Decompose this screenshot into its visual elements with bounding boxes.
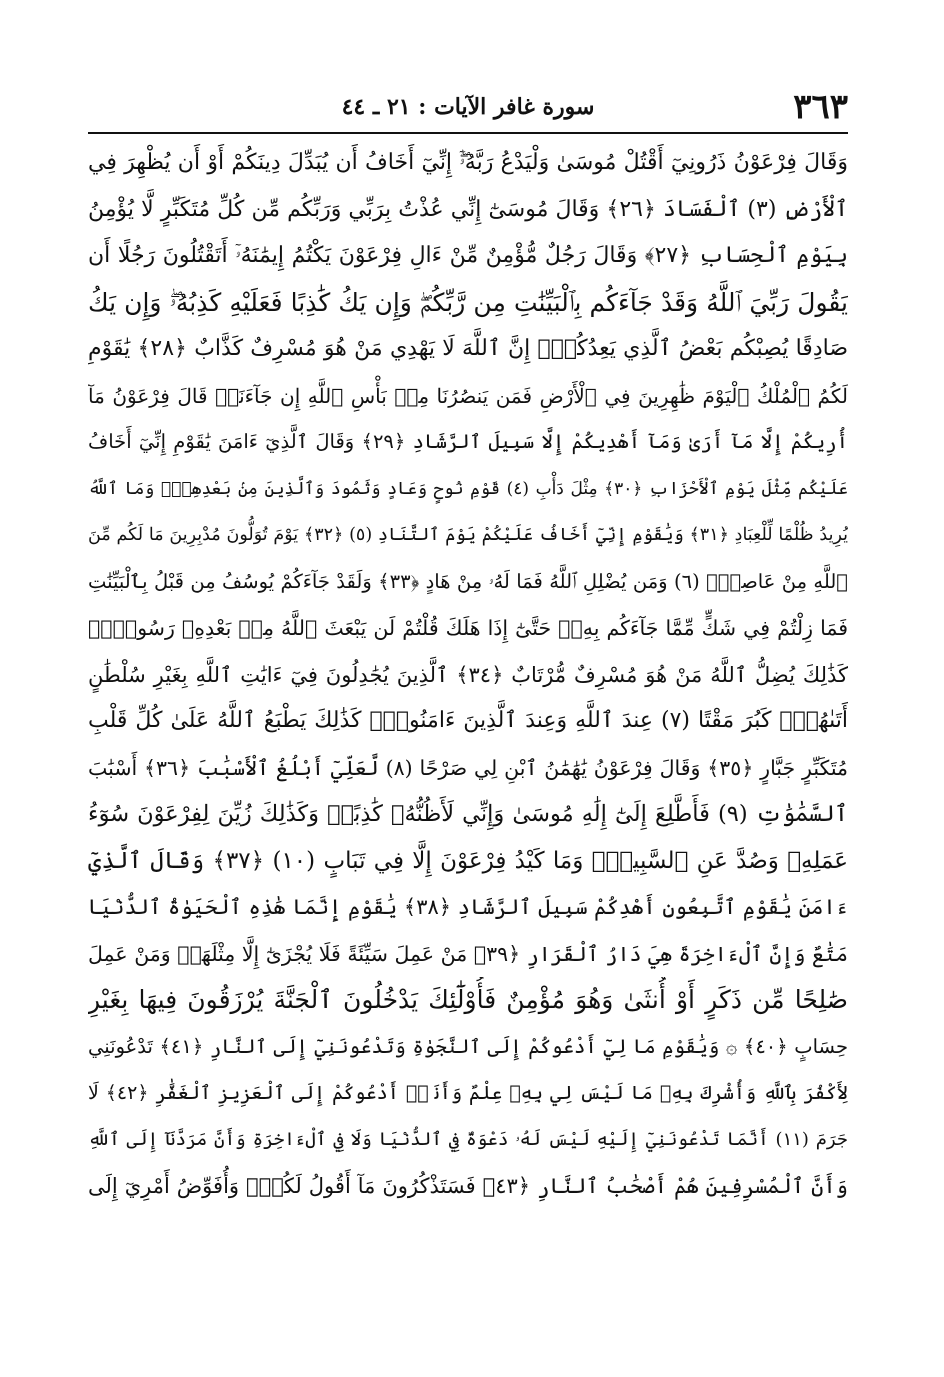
text-line: يُرِيدُ ظُلْمًا لِّلْعِبَادِ ﴿٣١﴾ وَيَٰقَوْمِ إِنِّيٓ أَخَافُ عَلَيْكُمْ يَوْمَ ٱلتَّنَادِ (٥) ﴿٣٢﴾ يَوْمَ تُوَلُّونَ مُدْبِرِينَ مَا لَكُم مِّنَ: [88, 525, 848, 545]
page-header: [88, 86, 848, 128]
text-line: وَأَنَّ ٱلْمُسْرِفِينَ هُمْ أَصْحَٰبُ ٱلنَّارِ ﴿٤٣﴾ فَسَتَذْكُرُونَ مَآ أَقُولُ لَكُمْۚ وَأُفَوِّضُ أَمْرِيٓ إِلَى: [88, 1174, 848, 1198]
text-line: ٱللَّهِ مِنْ عَاصِمٍۗ (٦) وَمَن يُضْلِلِ ٱللَّهُ فَمَا لَهُۥ مِنْ هَادٍ ﴿٣٣﴾ وَلَقَدْ جَآءَكُمْ يُوسُفُ مِن قَبْلُ بِٱلْبَيِّنَٰتِ: [88, 569, 848, 593]
text-line: صَادِقًا يُصِبْكُم بَعْضُ ٱلَّذِي يَعِدُكُمْۖ إِنَّ ٱللَّهَ لَا يَهْدِي مَنْ هُوَ مُسْرِفٌ كَذَّابٌ ﴿٢٨﴾ يَٰقَوْمِ: [88, 336, 848, 361]
text-line: عَلَيْكُم مِّثْلَ يَوْمِ ٱلْأَحْزَابِ ﴿٣٠﴾ مِثْلَ دَأْبِ (٤) قَوْمِ نُوحٍ وَعَادٍ وَثَمُودَ وَٱلَّذِينَ مِنۢ بَعْدِهِمْۚ وَمَا ٱللَّهُ: [88, 478, 848, 499]
text-line: كَذَٰلِكَ يُضِلُّ ٱللَّهُ مَنْ هُوَ مُسْرِفٌ مُّرْتَابٌ ﴿٣٤﴾ ٱلَّذِينَ يُجَٰدِلُونَ فِيٓ ءَايَٰتِ ٱللَّهِ بِغَيْرِ سُلْطَٰنٍ: [88, 662, 848, 687]
text-line: حِسَابٍ ﴿٤٠﴾ ۞ وَيَٰقَوْمِ مَا لِيٓ أَدْعُوكُمْ إِلَى ٱلنَّجَوٰةِ وَتَدْعُونَنِيٓ إِلَى ٱلنَّارِ ﴿٤١﴾ تَدْعُونَنِي: [88, 1034, 848, 1058]
text-line: يَقُولَ رَبِّيَ ٱللَّهُ وَقَدْ جَآءَكُم بِٱلْبَيِّنَٰتِ مِن رَّبِّكُمْۖ وَإِن يَكُ كَٰذِبًا فَعَلَيْهِ كَذِبُهُۥۖ وَإِن يَكُ: [88, 287, 848, 317]
text-line: عَمَلِهِۦ وَصُدَّ عَنِ ٱلسَّبِيلِۚ وَمَا كَيْدُ فِرْعَوْنَ إِلَّا فِي تَبَابٍ (١٠) ﴿٣٧﴾ وَقَالَ ٱلَّذِيٓ: [88, 847, 848, 874]
text-line: لَكُمُ ٱلْمُلْكُ ٱلْيَوْمَ ظَٰهِرِينَ فِي ٱلْأَرْضِ فَمَن يَنصُرُنَا مِنۢ بَأْسِ ٱللَّهِ إِن جَآءَنَاۚ قَالَ فِرْعَوْنُ مَآ: [88, 383, 848, 408]
text-line: أَتَىٰهُمْۖ كَبُرَ مَقْتًا (٧) عِندَ ٱللَّهِ وَعِندَ ٱلَّذِينَ ءَامَنُواْۚ كَذَٰلِكَ يَطْبَعُ ٱللَّهُ عَلَىٰ كُلِّ قَلْبِ: [88, 708, 848, 733]
surah-title: سورة غافر الآيات : ٢١ ـ ٤٤: [341, 94, 595, 120]
text-line: وَقَالَ فِرْعَوْنُ ذَرُونِيٓ أَقْتُلْ مُوسَىٰ وَلْيَدْعُ رَبَّهُۥٓۖ إِنِّيٓ أَخَافُ أَن يُبَدِّلَ دِينَكُمْ أَوْ أَن يُظْهِرَ فِي: [88, 150, 848, 175]
header-divider: [88, 132, 848, 134]
text-line: ءَامَنَ يَٰقَوْمِ ٱتَّبِعُونِ أَهْدِكُمْ سَبِيلَ ٱلرَّشَادِ ﴿٣٨﴾ يَٰقَوْمِ إِنَّمَا هَٰذِهِ ٱلْحَيَوٰةُ ٱلدُّنْيَا: [88, 895, 848, 919]
text-line: أُرِيكُمْ إِلَّا مَآ أَرَىٰ وَمَآ أَهْدِيكُمْ إِلَّا سَبِيلَ ٱلرَّشَادِ ﴿٢٩﴾ وَقَالَ ٱلَّذِيٓ ءَامَنَ يَٰقَوْمِ إِنِّيٓ أَخَافُ: [88, 430, 848, 453]
text-line: صَٰلِحًا مِّن ذَكَرٍ أَوْ أُنثَىٰ وَهُوَ مُؤْمِنٌ فَأُوْلَٰٓئِكَ يَدْخُلُونَ ٱلْجَنَّةَ يُرْزَقُونَ فِيهَا بِغَيْرِ: [88, 985, 848, 1014]
text-line: مُتَكَبِّرٍ جَبَّارٍ ﴿٣٥﴾ وَقَالَ فِرْعَوْنُ يَٰهَٰمَٰنُ ٱبْنِ لِي صَرْحًا (٨) لَّعَلِّيٓ أَبْلُغُ ٱلْأَسْبَٰبَ ﴿٣٦﴾ أَسْبَٰبَ: [88, 755, 848, 780]
text-line: مَتَٰعٌ وَإِنَّ ٱلْءَاخِرَةَ هِيَ دَارُ ٱلْقَرَارِ ﴿٣٩﴾ مَنْ عَمِلَ سَيِّئَةً فَلَا يُجْزَىٰٓ إِلَّا مِثْلَهَاۖ وَمَنْ عَمِلَ: [88, 941, 848, 966]
text-line: ٱلسَّمَٰوَٰتِ (٩) فَأَطَّلِعَ إِلَىٰٓ إِلَٰهِ مُوسَىٰ وَإِنِّي لَأَظُنُّهُۥ كَٰذِبًاۚ وَكَذَٰلِكَ زُيِّنَ لِفِرْعَوْنَ سُوٓءُ: [88, 801, 848, 827]
text-line: بِيَوْمِ ٱلْحِسَابِ ﴿٢٧﴾ وَقَالَ رَجُلٌ مُّؤْمِنٌ مِّنْ ءَالِ فِرْعَوْنَ يَكْتُمُ إِيمَٰنَهُۥٓ أَتَقْتُلُونَ رَجُلًا أَن: [88, 243, 848, 268]
page-number: ٣٦٣: [793, 87, 848, 127]
text-line: ٱلْأَرْضِ (٣) ٱلْفَسَادَ ﴿٢٦﴾ وَقَالَ مُوسَىٰٓ إِنِّي عُذْتُ بِرَبِّي وَرَبِّكُم مِّن كُلِّ مُتَكَبِّرٍ لَّا يُؤْمِنُ: [88, 196, 848, 222]
text-line: لِأَكْفُرَ بِٱللَّهِ وَأُشْرِكَ بِهِۦ مَا لَيْسَ لِي بِهِۦ عِلْمٌ وَأَنَا۠ أَدْعُوكُمْ إِلَى ٱلْعَزِيزِ ٱلْغَفَّٰرِ ﴿٤٢﴾ لَا: [88, 1082, 848, 1104]
quran-text-block: [88, 140, 848, 1210]
text-line: جَرَمَ (١١) أَنَّمَا تَدْعُونَنِيٓ إِلَيْهِ لَيْسَ لَهُۥ دَعْوَةٌ فِي ٱلدُّنْيَا وَلَا فِي ٱلْءَاخِرَةِ وَأَنَّ مَرَدَّنَآ إِلَى ٱللَّهِ: [88, 1128, 848, 1150]
text-line: فَمَا زِلْتُمْ فِي شَكٍّ مِّمَّا جَآءَكُم بِهِۦۖ حَتَّىٰٓ إِذَا هَلَكَ قُلْتُمْ لَن يَبْعَثَ ٱللَّهُ مِنۢ بَعْدِهِۦ رَسُولًاۚ: [88, 616, 848, 640]
